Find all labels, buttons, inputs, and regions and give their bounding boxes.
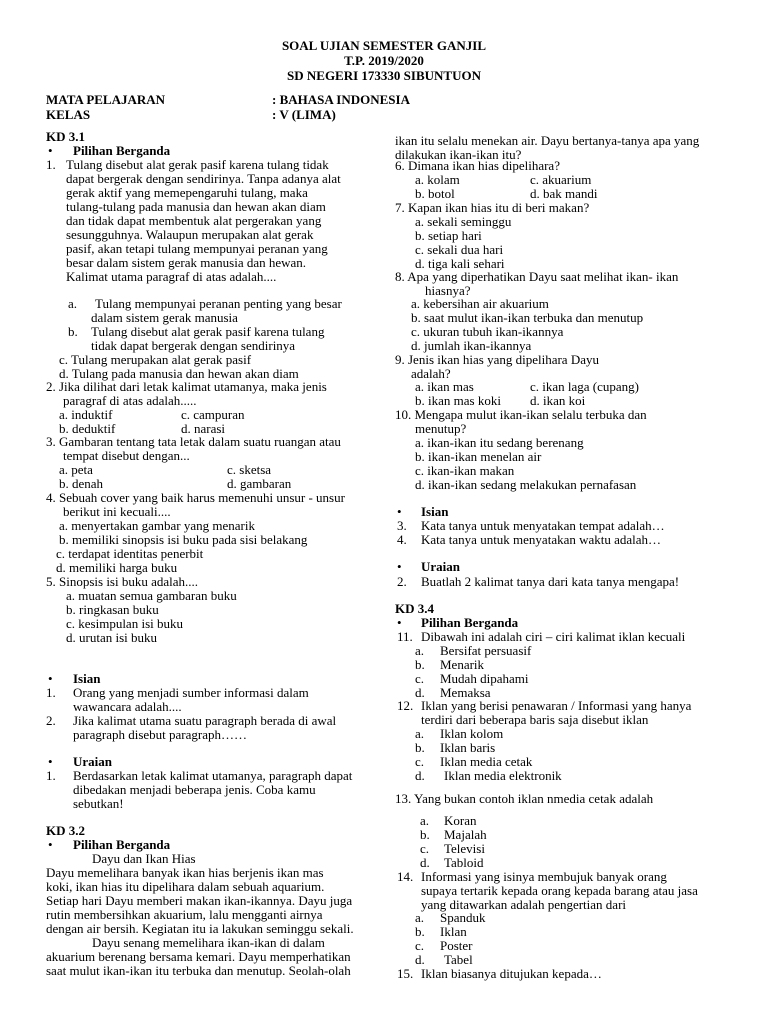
question-text: 9. Jenis ikan hias yang dipelihara Dayu xyxy=(395,352,599,367)
subject-label: MATA PELAJARAN xyxy=(46,92,166,107)
question-text: paragraf di atas adalah..... xyxy=(63,393,197,408)
option-letter: b. xyxy=(415,924,425,939)
question-text: tempat disebut dengan... xyxy=(63,448,190,463)
school-year: T.P. 2019/2020 xyxy=(344,53,424,68)
question-text: sebutkan! xyxy=(73,796,124,811)
bullet-icon: • xyxy=(48,143,53,158)
option-text: b. ikan-ikan menelan air xyxy=(415,449,542,464)
question-number: 15. xyxy=(397,966,414,981)
kd-3-1-heading: KD 3.1 xyxy=(46,129,85,144)
story-text: koki, ikan hias itu dipelihara dalam sebuah aquarium. xyxy=(46,879,325,894)
kd-3-2-heading: KD 3.2 xyxy=(46,823,85,838)
question-text: 2. Jika dilihat dari letak kalimat utamanya, maka jenis xyxy=(46,379,327,394)
option-text: b. setiap hari xyxy=(415,228,482,243)
question-text: Orang yang menjadi sumber informasi dalam xyxy=(73,685,309,700)
option-text: d. gambaran xyxy=(227,476,292,491)
option-text: Menarik xyxy=(440,657,485,672)
question-text: besar dalam sistem gerak manusia dan hewan. xyxy=(66,255,307,270)
bullet-icon: • xyxy=(48,837,53,852)
option-text: Mudah dipahami xyxy=(440,671,529,686)
option-text: Spanduk xyxy=(440,910,486,925)
question-text: 5. Sinopsis isi buku adalah.... xyxy=(46,574,199,589)
question-text: supaya tertarik kepada orang kepada barang atau jasa xyxy=(421,883,698,898)
question-text: hiasnya? xyxy=(425,283,471,298)
option-text: a. ikan mas xyxy=(415,379,474,394)
option-text: c. ikan laga (cupang) xyxy=(530,379,640,394)
story-text: Dayu memelihara banyak ikan hias berjenis ikan mas xyxy=(46,865,324,880)
option-text: Koran xyxy=(444,813,477,828)
story-text: rutin membersihkan akuarium, lalu mengganti airnya xyxy=(46,907,323,922)
section-heading: Uraian xyxy=(421,559,460,574)
question-text: 4. Sebuah cover yang baik harus memenuhi unsur - unsur xyxy=(46,490,345,505)
class-label: KELAS xyxy=(46,107,91,122)
option-letter: d. xyxy=(415,685,425,700)
question-text: Jika kalimat utama suatu paragraph berada di awal xyxy=(73,713,337,728)
option-text: a. kebersihan air akuarium xyxy=(411,296,549,311)
question-number: 1. xyxy=(46,157,56,172)
option-text: Majalah xyxy=(444,827,487,842)
option-text: c. terdapat identitas penerbit xyxy=(56,546,204,561)
question-text: dan tidak dapat membentuk alat pergerakan yang xyxy=(66,213,322,228)
option-letter: c. xyxy=(420,841,430,856)
option-text: Tabel xyxy=(444,952,473,967)
section-heading: Pilihan Berganda xyxy=(73,837,171,852)
question-number: 2. xyxy=(46,713,56,728)
option-text: c. Tulang merupakan alat gerak pasif xyxy=(59,352,252,367)
option-text: a. muatan semua gambaran buku xyxy=(66,588,237,603)
option-letter: a. xyxy=(420,813,430,828)
question-text: dibedakan menjadi beberapa jenis. Coba kamu xyxy=(73,782,316,797)
option-text: b. denah xyxy=(59,476,104,491)
option-text: Televisi xyxy=(444,841,485,856)
option-text: Iklan kolom xyxy=(440,726,504,741)
question-text: 8. Apa yang diperhatikan Dayu saat melihat ikan- ikan xyxy=(395,269,679,284)
option-text: c. akuarium xyxy=(530,172,592,187)
option-text: Iklan xyxy=(440,924,467,939)
bullet-icon: • xyxy=(397,504,402,519)
option-text: d. Tulang pada manusia dan hewan akan diam xyxy=(59,366,299,381)
question-number: 4. xyxy=(397,532,407,547)
bullet-icon: • xyxy=(397,615,402,630)
option-text: c. sekali dua hari xyxy=(415,242,504,257)
question-text: adalah? xyxy=(411,366,451,381)
option-text: d. urutan isi buku xyxy=(66,630,157,645)
question-text: dapat bergerak dengan sendirinya. Tanpa adanya alat xyxy=(66,171,341,186)
section-heading: Isian xyxy=(421,504,449,519)
option-text: b. ikan mas koki xyxy=(415,393,501,408)
option-text: c. campuran xyxy=(181,407,245,422)
option-letter: d. xyxy=(415,768,425,783)
option-letter: b. xyxy=(420,827,430,842)
option-letter: b. xyxy=(415,740,425,755)
story-text: Dayu senang memelihara ikan-ikan di dalam xyxy=(92,935,325,950)
option-text: tidak dapat bergerak dengan sendirinya xyxy=(91,338,296,353)
question-text: Tulang disebut alat gerak pasif karena tulang tidak xyxy=(66,157,329,172)
question-text: berikut ini kecuali.... xyxy=(63,504,171,519)
question-text: menutup? xyxy=(415,421,467,436)
question-number: 2. xyxy=(397,574,407,589)
option-text: a. sekali seminggu xyxy=(415,214,512,229)
option-text: Tulang mempunyai peranan penting yang besar xyxy=(95,296,342,311)
option-letter: a. xyxy=(415,910,425,925)
question-number: 12. xyxy=(397,698,414,713)
option-text: c. ikan-ikan makan xyxy=(415,463,515,478)
story-title: Dayu dan Ikan Hias xyxy=(92,851,196,866)
question-text: 3. Gambaran tentang tata letak dalam suatu ruangan atau xyxy=(46,434,341,449)
option-text: d. narasi xyxy=(181,421,226,436)
question-text: sesungguhnya. Walaupun merupakan alat gerak xyxy=(66,227,314,242)
option-text: a. induktif xyxy=(59,407,113,422)
section-heading: Pilihan Berganda xyxy=(73,143,171,158)
option-text: d. ikan koi xyxy=(530,393,586,408)
option-text: Iklan media elektronik xyxy=(444,768,562,783)
option-text: Bersifat persuasif xyxy=(440,643,532,658)
exam-title: SOAL UJIAN SEMESTER GANJIL xyxy=(281,38,487,53)
option-letter: c. xyxy=(415,671,425,686)
bullet-icon: • xyxy=(397,559,402,574)
question-text: 10. Mengapa mulut ikan-ikan selalu terbuka dan xyxy=(395,407,647,422)
option-text: b. ringkasan buku xyxy=(66,602,159,617)
option-text: a. peta xyxy=(59,462,93,477)
option-text: Tulang disebut alat gerak pasif karena tulang xyxy=(91,324,325,339)
question-text: 7. Kapan ikan hias itu di beri makan? xyxy=(395,200,590,215)
section-heading: Uraian xyxy=(73,754,112,769)
option-text: Poster xyxy=(440,938,473,953)
story-text: Setiap hari Dayu memberi makan ikan-ikannya. Dayu juga xyxy=(46,893,353,908)
option-letter: a. xyxy=(68,296,78,311)
question-text: tulang-tulang pada manusia dan hewan akan diam xyxy=(66,199,326,214)
subject-value: : BAHASA INDONESIA xyxy=(272,92,410,107)
option-text: Iklan media cetak xyxy=(440,754,533,769)
kd-3-4-heading: KD 3.4 xyxy=(395,601,434,616)
question-text: pasif, akan tetapi tulang mempunyai peranan yang xyxy=(66,241,328,256)
story-text: saat mulut ikan-ikan itu terbuka dan menutup. Seolah-olah xyxy=(46,963,351,978)
question-text: 6. Dimana ikan hias dipelihara? xyxy=(395,158,560,173)
option-text: d. memiliki harga buku xyxy=(56,560,178,575)
option-text: b. saat mulut ikan-ikan terbuka dan menutup xyxy=(411,310,644,325)
question-text: Dibawah ini adalah ciri – ciri kalimat iklan kecuali xyxy=(421,629,686,644)
option-text: c. kesimpulan isi buku xyxy=(66,616,183,631)
story-text: ikan itu selalu menekan air. Dayu bertanya-tanya apa yang xyxy=(395,133,700,148)
option-letter: c. xyxy=(415,938,425,953)
question-number: 11. xyxy=(397,629,413,644)
option-text: a. menyertakan gambar yang menarik xyxy=(59,518,255,533)
question-text: yang ditawarkan adalah pengertian dari xyxy=(421,897,627,912)
question-text: Kata tanya untuk menyatakan waktu adalah… xyxy=(421,532,662,547)
question-text: gerak aktif yang memepengaruhi tulang, maka xyxy=(66,185,308,200)
option-text: Iklan baris xyxy=(440,740,496,755)
question-number: 1. xyxy=(46,768,56,783)
question-text: paragraph disebut paragraph…… xyxy=(73,727,247,742)
option-text: d. bak mandi xyxy=(530,186,598,201)
option-text: d. jumlah ikan-ikannya xyxy=(411,338,532,353)
question-text: Kata tanya untuk menyatakan tempat adalah… xyxy=(421,518,665,533)
question-number: 1. xyxy=(46,685,56,700)
story-text: dengan air bersih. Kegiatan itu ia lakukan seminggu sekali. xyxy=(46,921,354,936)
section-heading: Pilihan Berganda xyxy=(421,615,519,630)
option-text: Tabloid xyxy=(444,855,484,870)
question-text: Iklan yang berisi penawaran / Informasi yang hanya xyxy=(421,698,692,713)
option-text: b. deduktif xyxy=(59,421,116,436)
option-text: d. tiga kali sehari xyxy=(415,256,505,271)
question-text: Buatlah 2 kalimat tanya dari kata tanya mengapa! xyxy=(421,574,680,589)
option-letter: b. xyxy=(68,324,78,339)
question-number: 14. xyxy=(397,869,414,884)
option-text: c. ukuran tubuh ikan-ikannya xyxy=(411,324,564,339)
option-letter: d. xyxy=(415,952,425,967)
question-text: Iklan biasanya ditujukan kepada… xyxy=(421,966,602,981)
question-text: terdiri dari beberapa baris saja disebut iklan xyxy=(421,712,649,727)
option-letter: d. xyxy=(420,855,430,870)
bullet-icon: • xyxy=(48,754,53,769)
option-text: b. botol xyxy=(415,186,455,201)
story-text: dilakukan ikan-ikan itu? xyxy=(395,147,522,162)
option-text: a. kolam xyxy=(415,172,460,187)
option-text: d. ikan-ikan sedang melakukan pernafasan xyxy=(415,477,637,492)
question-text: Kalimat utama paragraf di atas adalah.... xyxy=(66,269,277,284)
question-text: 13. Yang bukan contoh iklan nmedia cetak adalah xyxy=(395,791,654,806)
option-text: c. sketsa xyxy=(227,462,272,477)
option-letter: b. xyxy=(415,657,425,672)
question-text: Berdasarkan letak kalimat utamanya, paragraph dapat xyxy=(73,768,353,783)
option-letter: a. xyxy=(415,726,425,741)
option-text: a. ikan-ikan itu sedang berenang xyxy=(415,435,584,450)
school-name: SD NEGERI 173330 SIBUNTUON xyxy=(287,68,481,83)
question-text: Informasi yang isinya membujuk banyak orang xyxy=(421,869,667,884)
class-value: : V (LIMA) xyxy=(272,107,336,122)
option-text: dalam sistem gerak manusia xyxy=(91,310,238,325)
section-heading: Isian xyxy=(73,671,101,686)
bullet-icon: • xyxy=(48,671,53,686)
option-letter: c. xyxy=(415,754,425,769)
story-text: akuarium berenang bersama kemari. Dayu memperhatikan xyxy=(46,949,351,964)
option-text: b. memiliki sinopsis isi buku pada sisi belakang xyxy=(59,532,308,547)
question-text: wawancara adalah.... xyxy=(73,699,182,714)
option-letter: a. xyxy=(415,643,425,658)
question-number: 3. xyxy=(397,518,407,533)
option-text: Memaksa xyxy=(440,685,491,700)
